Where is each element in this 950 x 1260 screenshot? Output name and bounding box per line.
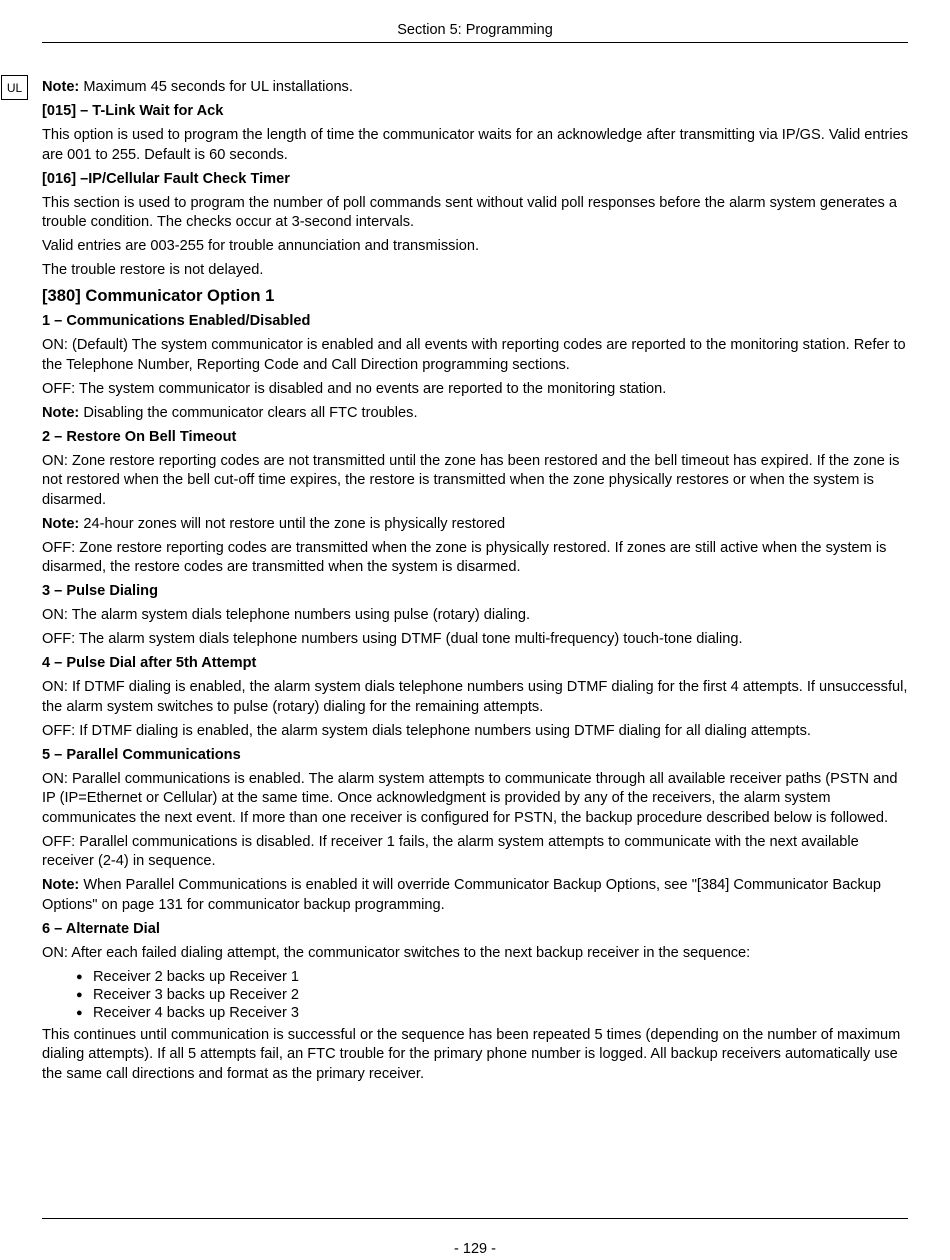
option-2-on: ON: Zone restore reporting codes are not transmitted until the zone has been restored and the bell timeout has expired. If the zone is not restored when the bell cut-off time expires, the restore is transmitted when the zone physically restores or when the system is disarmed. (42, 452, 900, 508)
receiver-backup-list (42, 968, 910, 1022)
option-4-heading: 4 – Pulse Dial after 5th Attempt (42, 655, 257, 671)
heading-016: [016] –IP/Cellular Fault Check Timer (42, 170, 290, 187)
option-1-on: ON: (Default) The system communicator is enabled and all events with reporting codes are reported to the monitoring station. Refer to the Telephone Number, Reporting Code and Call Direction programming sections. (42, 337, 906, 373)
bullet-icon: ● (76, 988, 83, 1001)
option-1-note (42, 404, 910, 424)
page-number: - 129 - (454, 1241, 496, 1257)
note-label: Note: (42, 79, 80, 95)
page-content (42, 78, 910, 1089)
note-text: Disabling the communicator clears all FTC troubles. (79, 404, 418, 421)
note-text: Maximum 45 seconds for UL installations. (79, 79, 353, 95)
option-5-note (42, 876, 910, 915)
heading-015: [015] – T-Link Wait for Ack (42, 103, 224, 119)
list-item (76, 1004, 910, 1022)
option-5-off: OFF: Parallel communications is disabled. If receiver 1 fails, the alarm system attempts to communicate with the next available receiver (2-4) in sequence. (42, 833, 859, 869)
note-label: Note: (42, 877, 80, 893)
list-item-text: Receiver 2 backs up Receiver 1 (93, 968, 300, 985)
header-rule (42, 42, 908, 43)
option-6-closing: This continues until communication is successful or the sequence has been repeated 5 times (depending on the number of maximum dialing attempts). If all 5 attempts fail, an FTC trouble for the primary phone number is logged. All backup receivers automatically use the same call directions and format as the primary receiver. (42, 1026, 901, 1082)
bullet-icon: ● (76, 970, 83, 983)
option-2-off: OFF: Zone restore reporting codes are transmitted when the zone is physically restored. If zones are still active when the system is disarmed, the restore codes are transmitted when the system is disarmed. (42, 539, 887, 575)
ul-marker-box: UL (1, 75, 28, 100)
option-3-off: OFF: The alarm system dials telephone numbers using DTMF (dual tone multi-frequency) touch-tone dialing. (42, 631, 743, 647)
option-5-heading: 5 – Parallel Communications (42, 746, 241, 763)
option-4-off: OFF: If DTMF dialing is enabled, the alarm system dials telephone numbers using DTMF dialing for all dialing attempts. (42, 722, 811, 739)
option-6-heading: 6 – Alternate Dial (42, 920, 160, 937)
bullet-icon: ● (76, 1006, 83, 1019)
option-3-heading: 3 – Pulse Dialing (42, 583, 158, 599)
option-4-on: ON: If DTMF dialing is enabled, the alarm system dials telephone numbers using DTMF dialing for the first 4 attempts. If unsuccessful, the alarm system switches to pulse (rotary) dialing for the remaining attempts. (42, 679, 908, 715)
paragraph-016-3: The trouble restore is not delayed. (42, 262, 264, 278)
list-item-text: Receiver 4 backs up Receiver 3 (93, 1004, 300, 1021)
option-5-on: ON: Parallel communications is enabled. The alarm system attempts to communicate through all available receiver paths (PSTN and IP (IP=Ethernet or Cellular) at the same time. Once acknowledgment is provided by any of the receivers, the alarm system communicates the next event. If more than one receiver is configured for PSTN, the backup procedure described below is followed. (42, 770, 898, 826)
option-2-heading: 2 – Restore On Bell Timeout (42, 428, 237, 445)
option-1-off: OFF: The system communicator is disabled and no events are reported to the monitoring station. (42, 380, 667, 397)
option-6-on: ON: After each failed dialing attempt, the communicator switches to the next backup receiver in the sequence: (42, 944, 751, 961)
paragraph-015: This option is used to program the length of time the communicator waits for an acknowledge after transmitting via IP/GS. Valid entries are 001 to 255. Default is 60 seconds. (42, 127, 909, 163)
list-item (76, 986, 910, 1004)
paragraph-016-1: This section is used to program the number of poll commands sent without valid poll responses before the alarm system generates a trouble condition. The checks occur at 3-second intervals. (42, 194, 897, 230)
list-item (76, 968, 910, 986)
section-title-380: [380] Communicator Option 1 (42, 286, 275, 305)
running-header: Section 5: Programming (397, 22, 553, 38)
note-text: When Parallel Communications is enabled it will override Communicator Backup Options, see "[384] Communicator Backup Options" on page 131 for communicator backup programming. (42, 877, 882, 913)
note-ul (42, 78, 910, 98)
note-text: 24-hour zones will not restore until the zone is physically restored (79, 515, 506, 532)
option-3-on: ON: The alarm system dials telephone numbers using pulse (rotary) dialing. (42, 607, 531, 623)
note-label: Note: (42, 404, 80, 421)
list-item-text: Receiver 3 backs up Receiver 2 (93, 986, 300, 1003)
option-2-note (42, 515, 910, 535)
footer-rule (42, 1218, 908, 1219)
option-1-heading: 1 – Communications Enabled/Disabled (42, 313, 311, 329)
paragraph-016-2: Valid entries are 003-255 for trouble annunciation and transmission. (42, 238, 479, 254)
note-label: Note: (42, 515, 80, 532)
